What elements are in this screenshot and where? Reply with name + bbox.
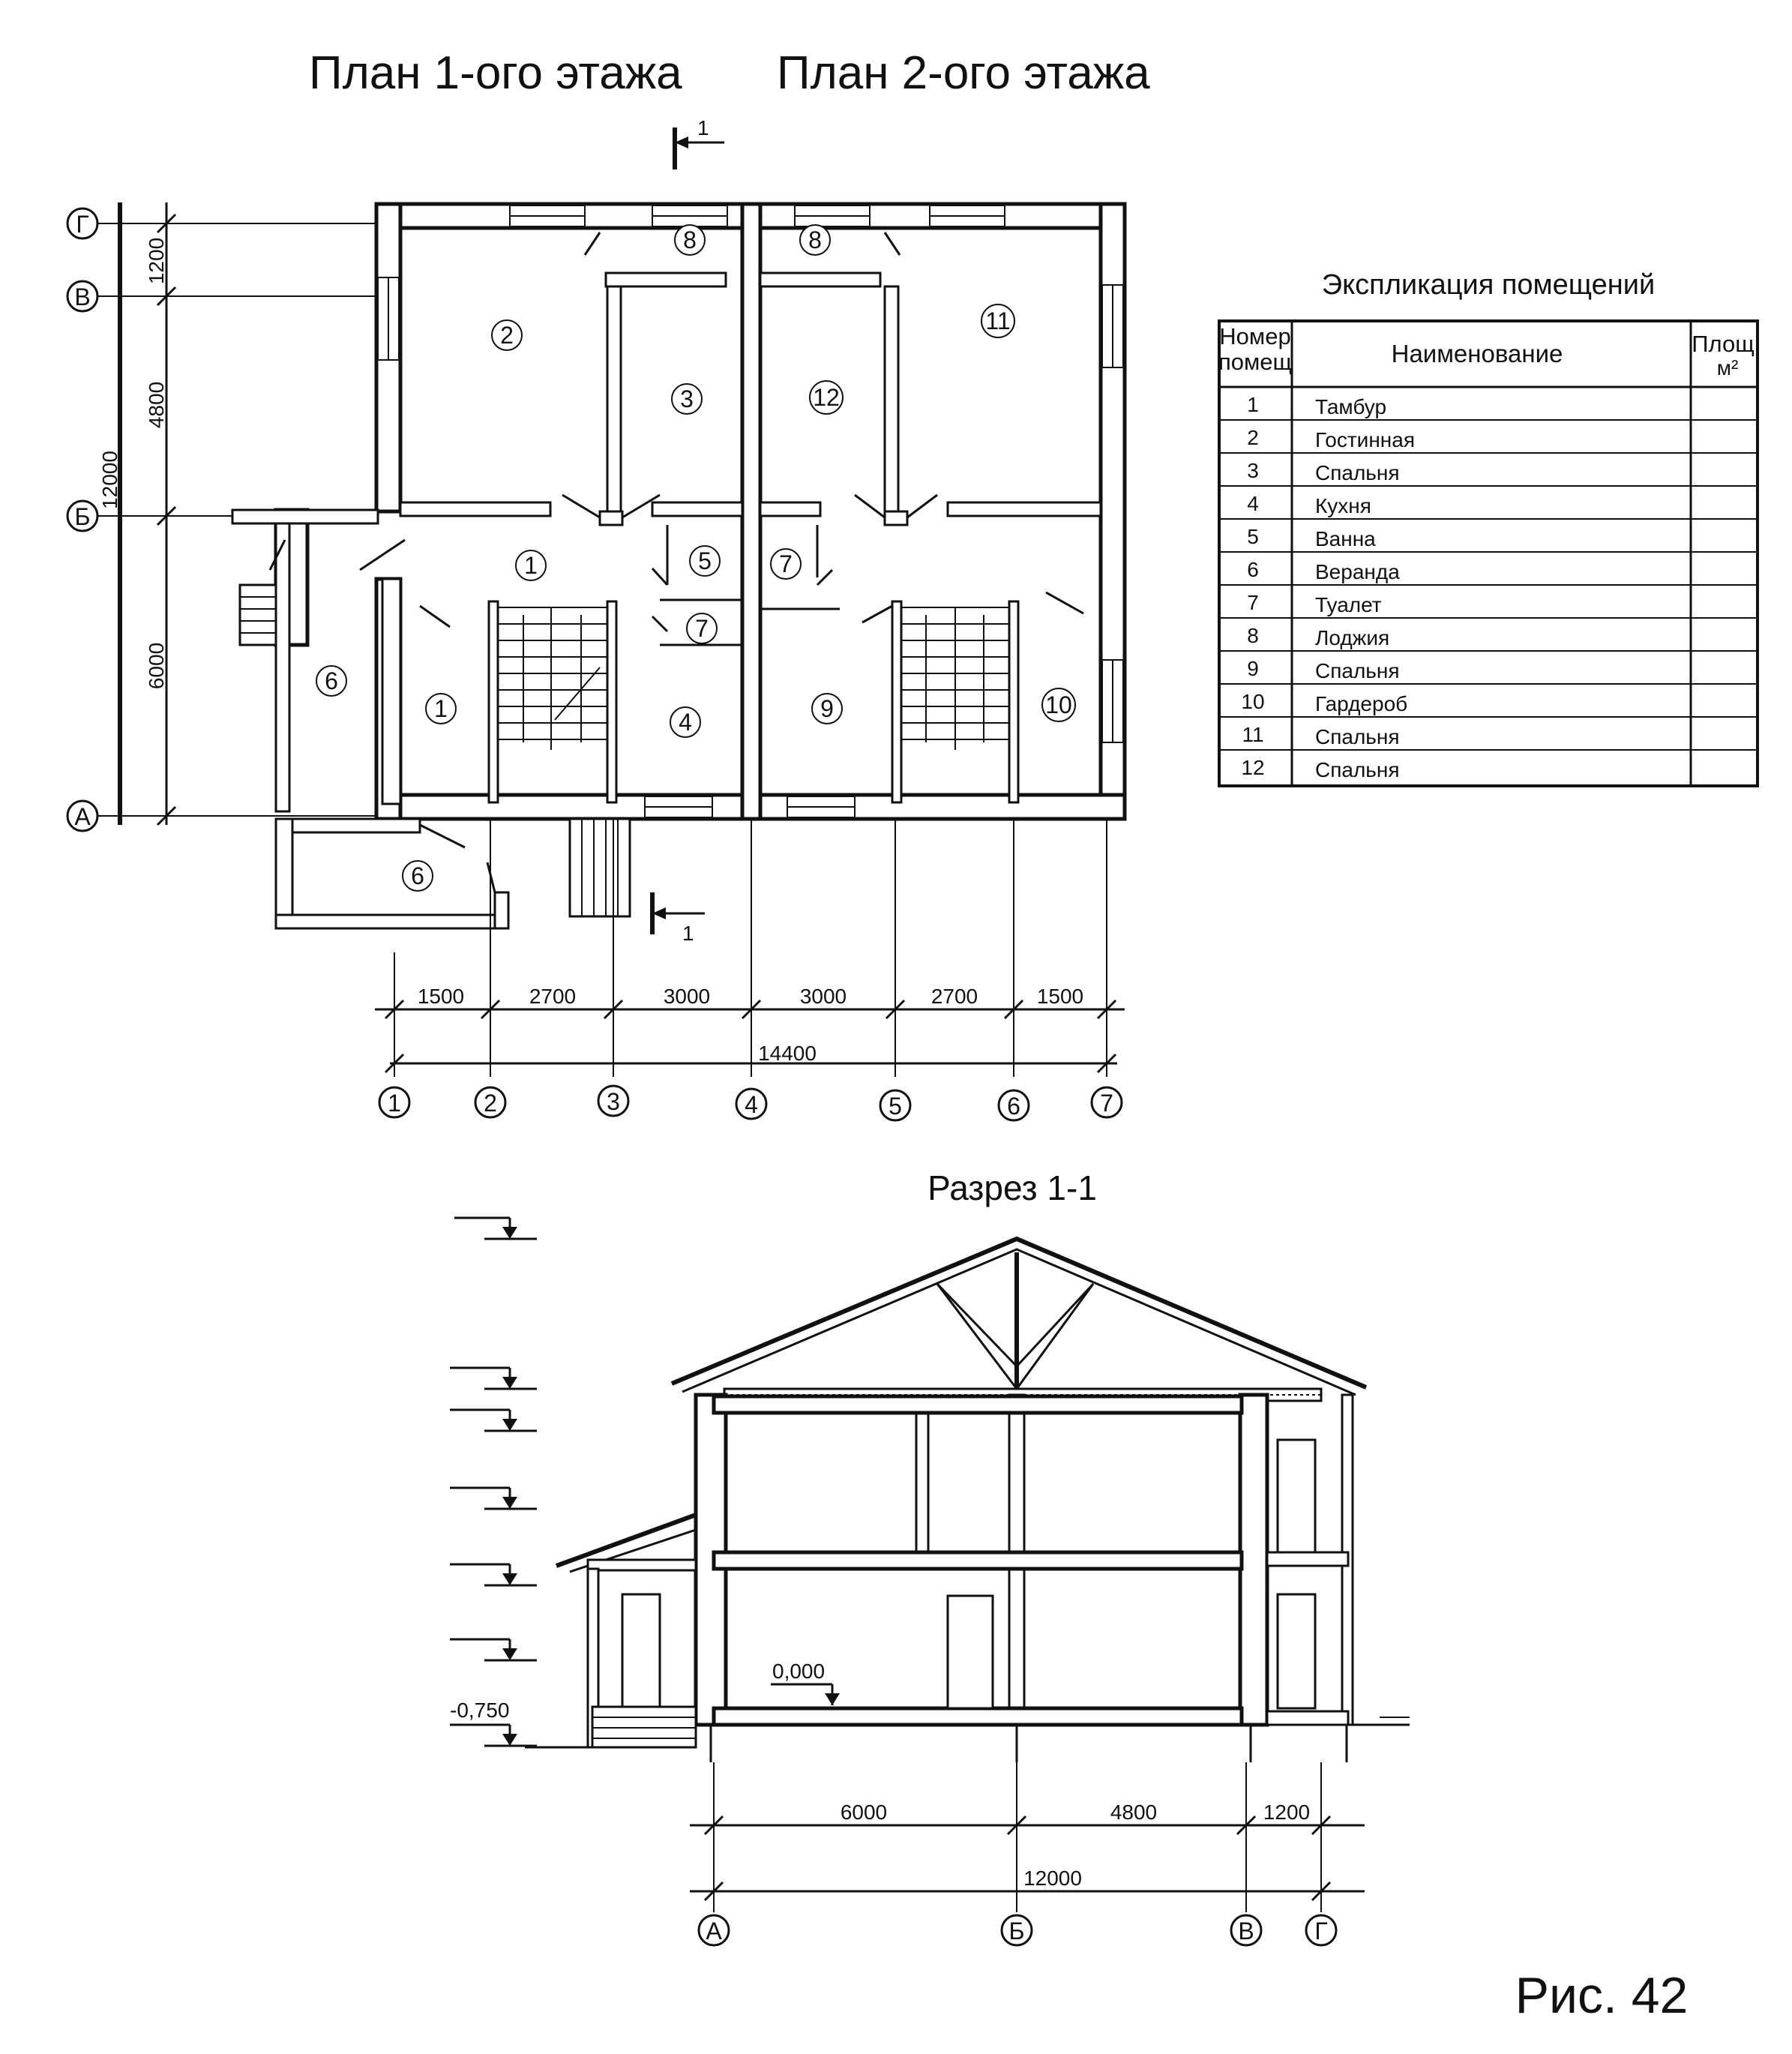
svg-text:Ванна: Ванна	[1315, 527, 1376, 550]
explication-table	[1218, 269, 1758, 786]
svg-text:7: 7	[1100, 1090, 1113, 1117]
svg-text:7: 7	[779, 550, 793, 577]
room-labels	[316, 225, 1075, 891]
svg-text:10: 10	[1241, 690, 1265, 713]
room-label	[690, 546, 720, 576]
svg-text:Тамбур: Тамбур	[1315, 395, 1387, 418]
dim-1500: 1500	[1036, 985, 1084, 1008]
sec-dim-6000: 6000	[840, 1801, 888, 1824]
svg-text:8: 8	[808, 226, 822, 253]
room-label	[810, 381, 843, 414]
svg-text:А: А	[706, 1918, 722, 1945]
axis-marker	[1002, 1915, 1032, 1945]
axis-marker	[736, 1089, 766, 1119]
svg-text:10: 10	[1045, 691, 1072, 718]
svg-text:12: 12	[1241, 756, 1265, 779]
svg-text:4: 4	[1247, 492, 1259, 515]
figure-caption: Рис. 42	[1515, 1967, 1689, 2024]
svg-text:4: 4	[745, 1091, 758, 1118]
svg-text:1: 1	[388, 1090, 401, 1117]
plan2-title: План 2-ого этажа	[777, 47, 1150, 99]
axis-marker	[379, 1087, 409, 1117]
room-label	[516, 550, 546, 580]
svg-text:Г: Г	[76, 211, 89, 238]
svg-text:Спальня: Спальня	[1315, 461, 1400, 484]
room-label	[670, 707, 700, 737]
axis-marker	[598, 1086, 628, 1116]
dim-6000: 6000	[145, 642, 168, 690]
svg-text:11: 11	[985, 307, 1011, 334]
svg-text:2: 2	[500, 322, 514, 349]
building-section	[525, 1239, 1410, 1762]
section-mark-number: 1	[682, 922, 694, 945]
sec-dim-12000: 12000	[1023, 1867, 1082, 1890]
axis-marker	[880, 1090, 910, 1120]
section-mark-number: 1	[697, 116, 709, 139]
dim-1500: 1500	[417, 985, 465, 1008]
svg-text:1: 1	[524, 552, 538, 579]
axis-marker	[1092, 1087, 1122, 1117]
svg-text:5: 5	[1247, 525, 1259, 548]
sec-dim-4800: 4800	[1110, 1801, 1158, 1824]
room-label	[403, 861, 433, 891]
svg-text:5: 5	[889, 1093, 902, 1120]
svg-text:6: 6	[1247, 558, 1259, 581]
svg-text:Кухня: Кухня	[1315, 494, 1371, 517]
dim-2700: 2700	[529, 985, 577, 1008]
svg-text:Спальня: Спальня	[1315, 659, 1400, 682]
svg-text:Гардероб: Гардероб	[1315, 692, 1408, 715]
col-num-header: Номер	[1219, 323, 1291, 349]
svg-text:2: 2	[1247, 426, 1259, 449]
svg-text:4: 4	[679, 709, 692, 736]
axis-marker	[475, 1087, 505, 1117]
col-area-header: Площ	[1692, 331, 1755, 357]
axis-marker	[67, 281, 97, 311]
room-label	[492, 320, 522, 350]
svg-text:9: 9	[820, 695, 834, 722]
col-num-header: помещ	[1218, 349, 1293, 375]
svg-text:Туалет: Туалет	[1315, 593, 1382, 616]
svg-text:Гостинная: Гостинная	[1315, 428, 1415, 451]
svg-text:Спальня: Спальня	[1315, 725, 1400, 748]
sec-dim-1200: 1200	[1263, 1801, 1311, 1824]
svg-text:3: 3	[607, 1088, 620, 1115]
svg-text:Б: Б	[1008, 1918, 1025, 1945]
dim-3000: 3000	[799, 985, 847, 1008]
svg-text:7: 7	[695, 615, 709, 642]
svg-text:Лоджия: Лоджия	[1315, 626, 1390, 649]
svg-text:Б: Б	[74, 503, 91, 530]
svg-text:11: 11	[1242, 723, 1264, 746]
axis-marker	[67, 801, 97, 831]
plan1-title: План 1-ого этажа	[309, 47, 682, 99]
room-label	[1042, 688, 1075, 721]
svg-text:6: 6	[325, 667, 338, 694]
dim-14400: 14400	[758, 1042, 817, 1065]
room-label	[316, 666, 346, 696]
svg-text:5: 5	[698, 547, 712, 574]
svg-text:В: В	[74, 283, 91, 310]
level-markers	[450, 1218, 537, 1746]
axis-marker	[699, 1915, 729, 1945]
dim-12000: 12000	[98, 451, 121, 509]
svg-text:Веранда: Веранда	[1315, 560, 1400, 583]
svg-text:6: 6	[411, 862, 424, 889]
svg-text:2: 2	[484, 1090, 497, 1117]
room-label	[672, 384, 702, 414]
dim-1200: 1200	[145, 237, 168, 285]
room-label	[687, 613, 717, 643]
table-title: Экспликация помещений	[1321, 269, 1656, 301]
svg-text:3: 3	[1247, 459, 1259, 482]
level-zero: 0,000	[772, 1660, 826, 1683]
section-dimensions	[690, 1762, 1365, 1945]
section-title: Разрез 1-1	[927, 1168, 1097, 1207]
svg-text:1: 1	[1247, 393, 1259, 416]
room-label	[981, 304, 1014, 337]
svg-text:12: 12	[813, 384, 840, 411]
svg-text:3: 3	[680, 385, 694, 412]
dim-4800: 4800	[145, 381, 168, 429]
svg-text:Г: Г	[1314, 1918, 1328, 1945]
room-label	[675, 225, 705, 255]
room-label	[426, 694, 456, 724]
svg-text:Спальня: Спальня	[1315, 758, 1400, 781]
col-name-header: Наименование	[1391, 340, 1563, 367]
col-area-header: м²	[1716, 356, 1739, 379]
section-mark-bottom	[652, 892, 705, 945]
dim-3000: 3000	[663, 985, 711, 1008]
room-label	[771, 549, 801, 579]
svg-text:9: 9	[1247, 657, 1259, 680]
axis-marker	[1306, 1915, 1336, 1945]
svg-text:1: 1	[434, 695, 448, 722]
axis-marker	[1231, 1915, 1261, 1945]
section-mark-top	[675, 116, 724, 169]
svg-text:8: 8	[1247, 624, 1259, 647]
svg-text:В: В	[1238, 1918, 1254, 1945]
svg-text:7: 7	[1247, 591, 1259, 614]
axis-marker	[67, 208, 97, 238]
svg-text:8: 8	[683, 226, 697, 253]
axis-marker	[999, 1090, 1029, 1120]
axis-marker	[67, 501, 97, 531]
dim-2700: 2700	[930, 985, 978, 1008]
room-label	[812, 694, 842, 724]
level-ground: -0,750	[450, 1699, 510, 1722]
room-label	[800, 225, 830, 255]
svg-text:6: 6	[1007, 1093, 1020, 1120]
svg-text:А: А	[74, 803, 91, 830]
